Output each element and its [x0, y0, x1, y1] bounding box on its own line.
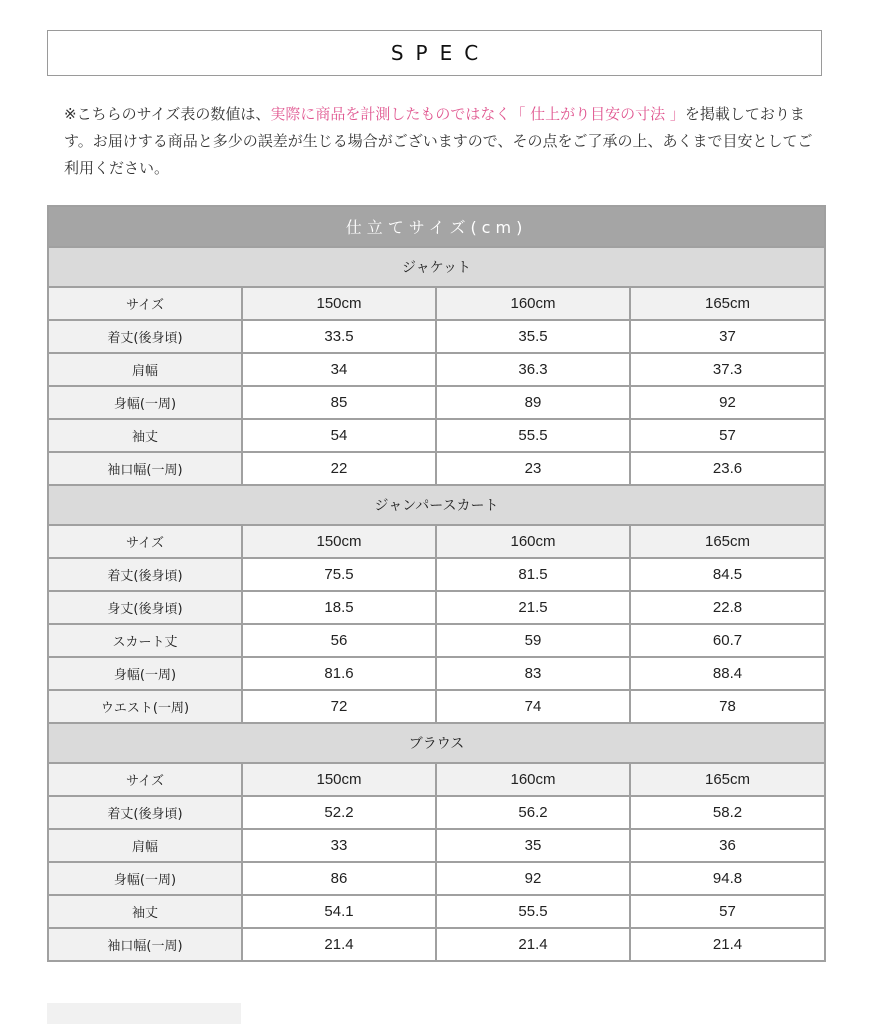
- measurement-value: 22: [242, 452, 436, 485]
- notice-highlight: 実際に商品を計測したものではなく「 仕上がり目安の寸法 」: [270, 105, 685, 123]
- measurement-value: 57: [630, 895, 825, 928]
- size-label: サイズ: [48, 525, 242, 558]
- measurement-value: 72: [242, 690, 436, 723]
- measurement-value: 37: [630, 320, 825, 353]
- measurement-value: 81.6: [242, 657, 436, 690]
- table-row: [48, 320, 825, 353]
- spec-heading: [47, 30, 822, 76]
- size-column-header: 150cm: [242, 287, 436, 320]
- measurement-value: 21.4: [630, 928, 825, 961]
- table-title: 仕立てサイズ(cm): [48, 206, 825, 247]
- size-column-header: 160cm: [436, 525, 630, 558]
- measurement-label: 身丈(後身頃): [48, 591, 242, 624]
- measurement-value: 86: [242, 862, 436, 895]
- measurement-value: 36: [630, 829, 825, 862]
- measurement-value: 55.5: [436, 895, 630, 928]
- measurement-value: 33.5: [242, 320, 436, 353]
- measurement-label: 袖丈: [48, 419, 242, 452]
- section-title: ジャケット: [48, 247, 825, 287]
- size-header-row: [48, 763, 825, 796]
- measurement-value: 37.3: [630, 353, 825, 386]
- measurement-value: 58.2: [630, 796, 825, 829]
- measurement-label: スカート丈: [48, 624, 242, 657]
- measurement-value: 23.6: [630, 452, 825, 485]
- measurement-value: 94.8: [630, 862, 825, 895]
- measurement-label: 袖丈: [48, 895, 242, 928]
- size-column-header: 160cm: [436, 763, 630, 796]
- size-column-header: 150cm: [242, 525, 436, 558]
- measurement-label: 身幅(一周): [48, 657, 242, 690]
- measurement-value: 54.1: [242, 895, 436, 928]
- measurement-value: 92: [436, 862, 630, 895]
- measurement-value: 34: [242, 353, 436, 386]
- measurement-value: 83: [436, 657, 630, 690]
- table-row: [48, 690, 825, 723]
- measurement-value: 78: [630, 690, 825, 723]
- measurement-value: 22.8: [630, 591, 825, 624]
- measurement-label: ウエスト(一周): [48, 690, 242, 723]
- measurement-label: 着丈(後身頃): [48, 558, 242, 591]
- table-row: [48, 591, 825, 624]
- size-table: [47, 205, 826, 962]
- section-title: ブラウス: [48, 723, 825, 763]
- measurement-value: 81.5: [436, 558, 630, 591]
- measurement-label: 着丈(後身頃): [48, 320, 242, 353]
- measurement-label: 肩幅: [48, 829, 242, 862]
- table-row: [48, 353, 825, 386]
- size-column-header: 165cm: [630, 287, 825, 320]
- measurement-value: 18.5: [242, 591, 436, 624]
- section-header-row: [48, 247, 825, 287]
- measurement-value: 21.4: [436, 928, 630, 961]
- size-label: サイズ: [48, 287, 242, 320]
- measurement-label: 肩幅: [48, 353, 242, 386]
- section-title: ジャンパースカート: [48, 485, 825, 525]
- table-row: [48, 624, 825, 657]
- table-row: [48, 386, 825, 419]
- measurement-value: 92: [630, 386, 825, 419]
- size-column-header: 160cm: [436, 287, 630, 320]
- table-row: [48, 796, 825, 829]
- measurement-value: 35.5: [436, 320, 630, 353]
- table-row: [48, 895, 825, 928]
- table-row: [48, 419, 825, 452]
- measurement-value: 35: [436, 829, 630, 862]
- measurement-value: 21.4: [242, 928, 436, 961]
- size-column-header: 165cm: [630, 763, 825, 796]
- table-row: [48, 862, 825, 895]
- size-label: サイズ: [48, 763, 242, 796]
- measurement-value: 59: [436, 624, 630, 657]
- table-title-row: [48, 206, 825, 247]
- measurement-label: 身幅(一周): [48, 862, 242, 895]
- table-row: [48, 928, 825, 961]
- notice-suffix: を掲載しております。お届けする商品と多少の誤差が生じる場合がございますので、その点をご了承の上、あくまで目安としてご利用ください。: [64, 105, 813, 177]
- measurement-label: 袖口幅(一周): [48, 452, 242, 485]
- measurement-value: 55.5: [436, 419, 630, 452]
- measurement-label: 着丈(後身頃): [48, 796, 242, 829]
- measurement-value: 57: [630, 419, 825, 452]
- measurement-label: 身幅(一周): [48, 386, 242, 419]
- table-row: [48, 829, 825, 862]
- table-row: [48, 657, 825, 690]
- size-header-row: [48, 525, 825, 558]
- size-column-header: 165cm: [630, 525, 825, 558]
- table-row: [48, 558, 825, 591]
- table-row: [48, 452, 825, 485]
- section-header-row: [48, 485, 825, 525]
- measurement-value: 54: [242, 419, 436, 452]
- spec-title: SPEC: [390, 41, 491, 65]
- measurement-value: 88.4: [630, 657, 825, 690]
- measurement-value: 36.3: [436, 353, 630, 386]
- section-header-row: [48, 723, 825, 763]
- measurement-value: 56: [242, 624, 436, 657]
- measurement-label: 袖口幅(一周): [48, 928, 242, 961]
- measurement-value: 75.5: [242, 558, 436, 591]
- measurement-value: 60.7: [630, 624, 825, 657]
- measurement-value: 21.5: [436, 591, 630, 624]
- notice-prefix: ※こちらのサイズ表の数値は、: [64, 105, 271, 123]
- measurement-value: 52.2: [242, 796, 436, 829]
- size-header-row: [48, 287, 825, 320]
- measurement-value: 33: [242, 829, 436, 862]
- measurement-value: 85: [242, 386, 436, 419]
- measurement-value: 74: [436, 690, 630, 723]
- size-column-header: 150cm: [242, 763, 436, 796]
- next-table-stub: [47, 1003, 241, 1024]
- measurement-value: 84.5: [630, 558, 825, 591]
- measurement-value: 23: [436, 452, 630, 485]
- size-notice: [64, 101, 814, 182]
- measurement-value: 56.2: [436, 796, 630, 829]
- measurement-value: 89: [436, 386, 630, 419]
